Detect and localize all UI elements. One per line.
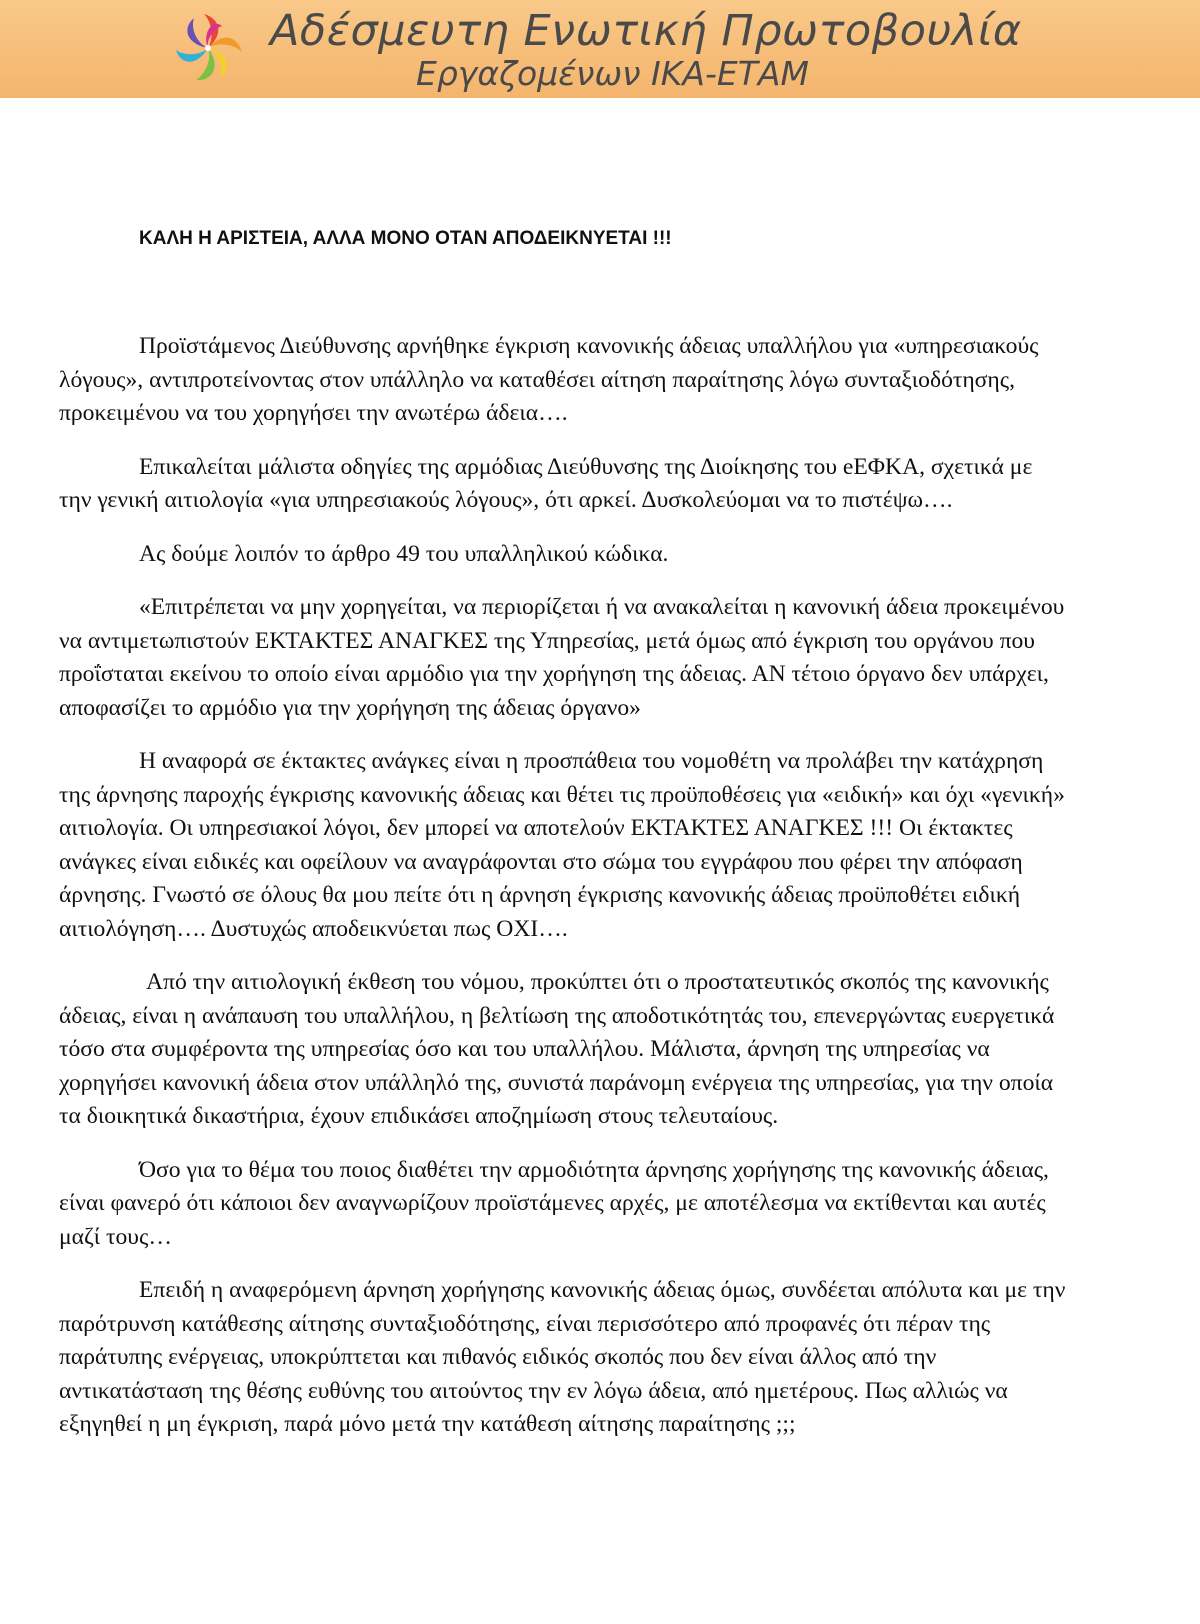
paragraph: Ας δούμε λοιπόν το άρθρο 49 του υπαλληλικού κώδικα. — [139, 540, 669, 567]
paragraph: Όσο για το θέμα του ποιος διαθέτει την αρμοδιότητα άρνησης χορήγησης της κανονικής άδειας, είναι φανερό ότι κάποιοι δεν αναγνωρίζουν προϊστάμενες αρχές, με αποτέλεσμα να εκτίθενται και αυτές μαζί τους… — [59, 1156, 1049, 1250]
pinwheel-logo-icon — [168, 4, 248, 92]
organization-subtitle: Εργαζομένων ΙΚΑ-ΕΤΑΜ — [416, 54, 809, 93]
document-heading: ΚΑΛΗ Η ΑΡΙΣΤΕΙΑ, ΑΛΛΑ ΜΟΝΟ ΟΤΑΝ ΑΠΟΔΕΙΚΝΥΕΤΑΙ !!! — [139, 228, 672, 249]
organization-title: Αδέσμευτη Ενωτική Πρωτοβουλία — [270, 6, 1022, 56]
header-banner — [0, 0, 1200, 98]
paragraph: Η αναφορά σε έκτακτες ανάγκες είναι η προσπάθεια του νομοθέτη να προλάβει την κατάχρηση της άρνησης παροχής έγκρισης κανονικής άδειας και θέτει τις προϋποθέσεις για «ειδική» και όχι «γενική» αιτιολογία. Οι υπηρεσιακοί λόγοι, δεν μπορεί να αποτελούν ΕΚΤΑΚΤΕΣ ΑΝΑΓΚΕΣ !!! Οι έκτακτες ανάγκες είναι ειδικές και οφείλουν να αναγράφονται στο σώμα του εγγράφου που φέρει την απόφαση άρνησης. Γνωστό σε όλους θα μου πείτε ότι η άρνηση έγκρισης κανονικής άδειας προϋποθέτει ειδική αιτιολόγηση…. Δυστυχώς αποδεικνύεται πως ΟΧΙ…. — [59, 748, 1065, 942]
document-body — [59, 330, 1069, 1462]
paragraph: Επειδή η αναφερόμενη άρνηση χορήγησης κανονικής άδειας όμως, συνδέεται απόλυτα και με την παρότρυνση κατάθεσης αίτησης συνταξιοδότησης, είναι περισσότερο από προφανές ότι πέραν της παράτυπης ενέργειας, υποκρύπτεται και πιθανός ειδικός σκοπός που δεν είναι άλλος από την αντικατάσταση της θέσης ευθύνης του αιτούντος την εν λόγω άδεια, από ημετέρους. Πως αλλιώς να εξηγηθεί η μη έγκριση, παρά μόνο μετά την κατάθεση αίτησης παραίτησης ;;; — [59, 1277, 1066, 1437]
paragraph: «Επιτρέπεται να μην χορηγείται, να περιορίζεται ή να ανακαλείται η κανονική άδεια προκειμένου να αντιμετωπιστούν ΕΚΤΑΚΤΕΣ ΑΝΑΓΚΕΣ της Υπηρεσίας, μετά όμως από έγκριση του οργάνου που προΐσταται εκείνου το οποίο είναι αρμόδιο για την χορήγηση της άδειας. ΑΝ τέτοιο όργανο δεν υπάρχει, αποφασίζει το αρμόδιο για την χορήγηση της άδειας όργανο» — [59, 594, 1065, 721]
paragraph: Από την αιτιολογική έκθεση του νόμου, προκύπτει ότι ο προστατευτικός σκοπός της κανονικής άδειας, είναι η ανάπαυση του υπαλλήλου, η βελτίωση της αποδοτικότητάς του, επενεργώντας ευεργετικά τόσο στα συμφέροντα της υπηρεσίας όσο και του υπαλλήλου. Μάλιστα, άρνηση της υπηρεσίας να χορηγήσει κανονική άδεια στον υπάλληλό της, συνιστά παράνομη ενέργεια της υπηρεσίας, για την οποία τα διοικητικά δικαστήρια, έχουν επιδικάσει αποζημίωση στους τελευταίους. — [59, 969, 1055, 1129]
paragraph: Προϊστάμενος Διεύθυνσης αρνήθηκε έγκριση κανονικής άδειας υπαλλήλου για «υπηρεσιακούς λόγους», αντιπροτείνοντας στον υπάλληλο να καταθέσει αίτηση παραίτησης λόγω συνταξιοδότησης, προκειμένου να του χορηγήσει την ανωτέρω άδεια…. — [59, 333, 1039, 426]
paragraph: Επικαλείται μάλιστα οδηγίες της αρμόδιας Διεύθυνσης της Διοίκησης του eΕΦΚΑ, σχετικά με την γενική αιτιολογία «για υπηρεσιακούς λόγους», ότι αρκεί. Δυσκολεύομαι να το πιστέψω…. — [59, 453, 1033, 513]
